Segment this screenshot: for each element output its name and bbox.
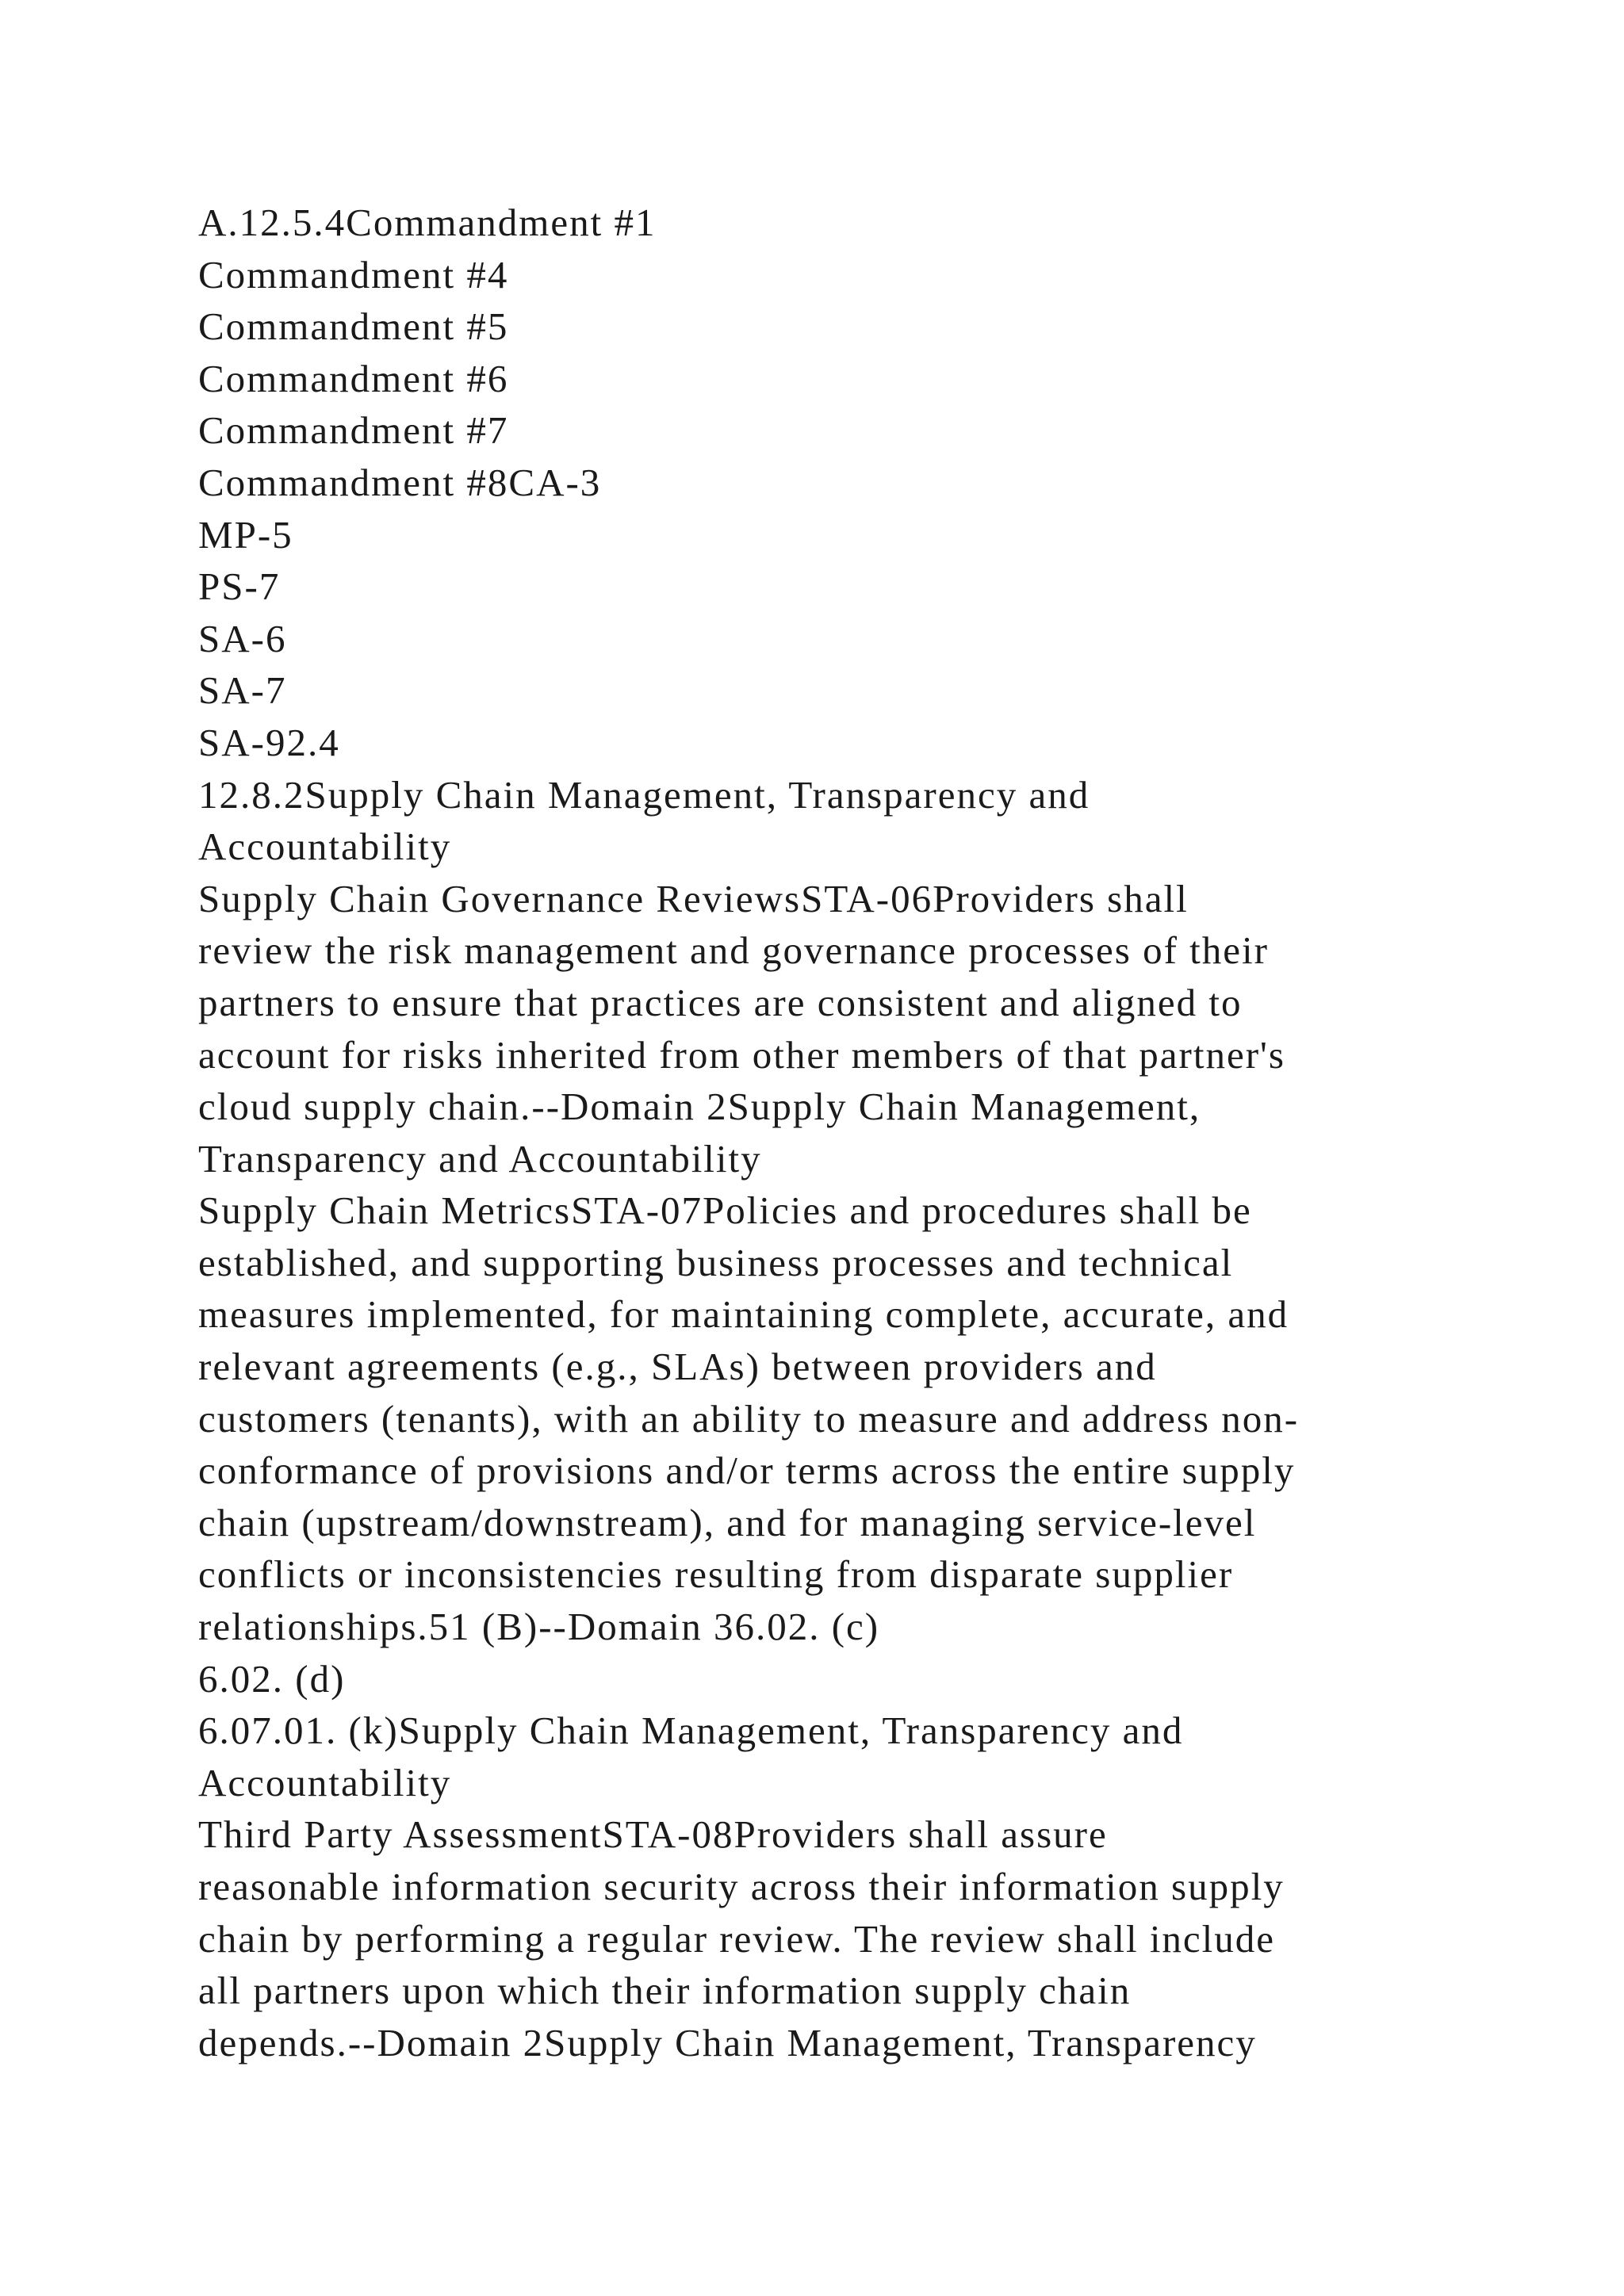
text-line: account for risks inherited from other members of that partner's [198, 1032, 1285, 1077]
text-line: chain (upstream/downstream), and for managing service-level [198, 1500, 1257, 1544]
text-line: SA-92.4 [198, 720, 340, 764]
text-line: Commandment #7 [198, 408, 509, 453]
text-line: A.12.5.4Commandment #1 [198, 201, 657, 244]
text-line: cloud supply chain.--Domain 2Supply Chain Management, [198, 1085, 1201, 1129]
text-line: conformance of provisions and/or terms across the entire supply [198, 1448, 1296, 1493]
text-line: depends.--Domain 2Supply Chain Management, Transparency [198, 2020, 1257, 2064]
text-line: PS-7 [198, 564, 281, 609]
text-line: relevant agreements (e.g., SLAs) between providers and [198, 1345, 1157, 1389]
text-line: Supply Chain Governance ReviewsSTA-06Providers shall [198, 876, 1189, 920]
text-line: Commandment #6 [198, 356, 509, 400]
text-line: Commandment #5 [198, 304, 509, 349]
document-body [198, 197, 1507, 2068]
text-line: chain by performing a regular review. The review shall include [198, 1916, 1276, 1961]
text-line: 12.8.2Supply Chain Management, Transparency and [198, 772, 1090, 817]
text-line: SA-6 [198, 616, 287, 660]
text-line: Supply Chain MetricsSTA-07Policies and procedures shall be [198, 1188, 1252, 1233]
text-line: conflicts or inconsistencies resulting from disparate supplier [198, 1552, 1234, 1597]
text-line: Accountability [198, 1760, 452, 1804]
text-line: Commandment #4 [198, 252, 509, 297]
text-line: Third Party AssessmentSTA-08Providers shall assure [198, 1812, 1108, 1857]
text-line: reasonable information security across their information supply [198, 1865, 1285, 1908]
text-line: review the risk management and governance processes of their [198, 928, 1269, 973]
text-line: Commandment #8CA-3 [198, 460, 602, 504]
text-line: all partners upon which their information supply chain [198, 1969, 1132, 2013]
text-line: MP-5 [198, 512, 293, 557]
text-line: SA-7 [198, 668, 287, 713]
text-line: 6.07.01. (k)Supply Chain Management, Transparency and [198, 1709, 1184, 1753]
text-line: Accountability [198, 825, 452, 869]
text-line: Transparency and Accountability [198, 1136, 762, 1181]
text-line: customers (tenants), with an ability to measure and address non- [198, 1396, 1300, 1441]
text-line: relationships.51 (B)--Domain 36.02. (c) [198, 1605, 880, 1649]
text-line: established, and supporting business processes and technical [198, 1240, 1234, 1284]
text-line: partners to ensure that practices are consistent and aligned to [198, 980, 1243, 1024]
text-line: measures implemented, for maintaining complete, accurate, and [198, 1292, 1289, 1337]
text-line: 6.02. (d) [198, 1656, 346, 1701]
